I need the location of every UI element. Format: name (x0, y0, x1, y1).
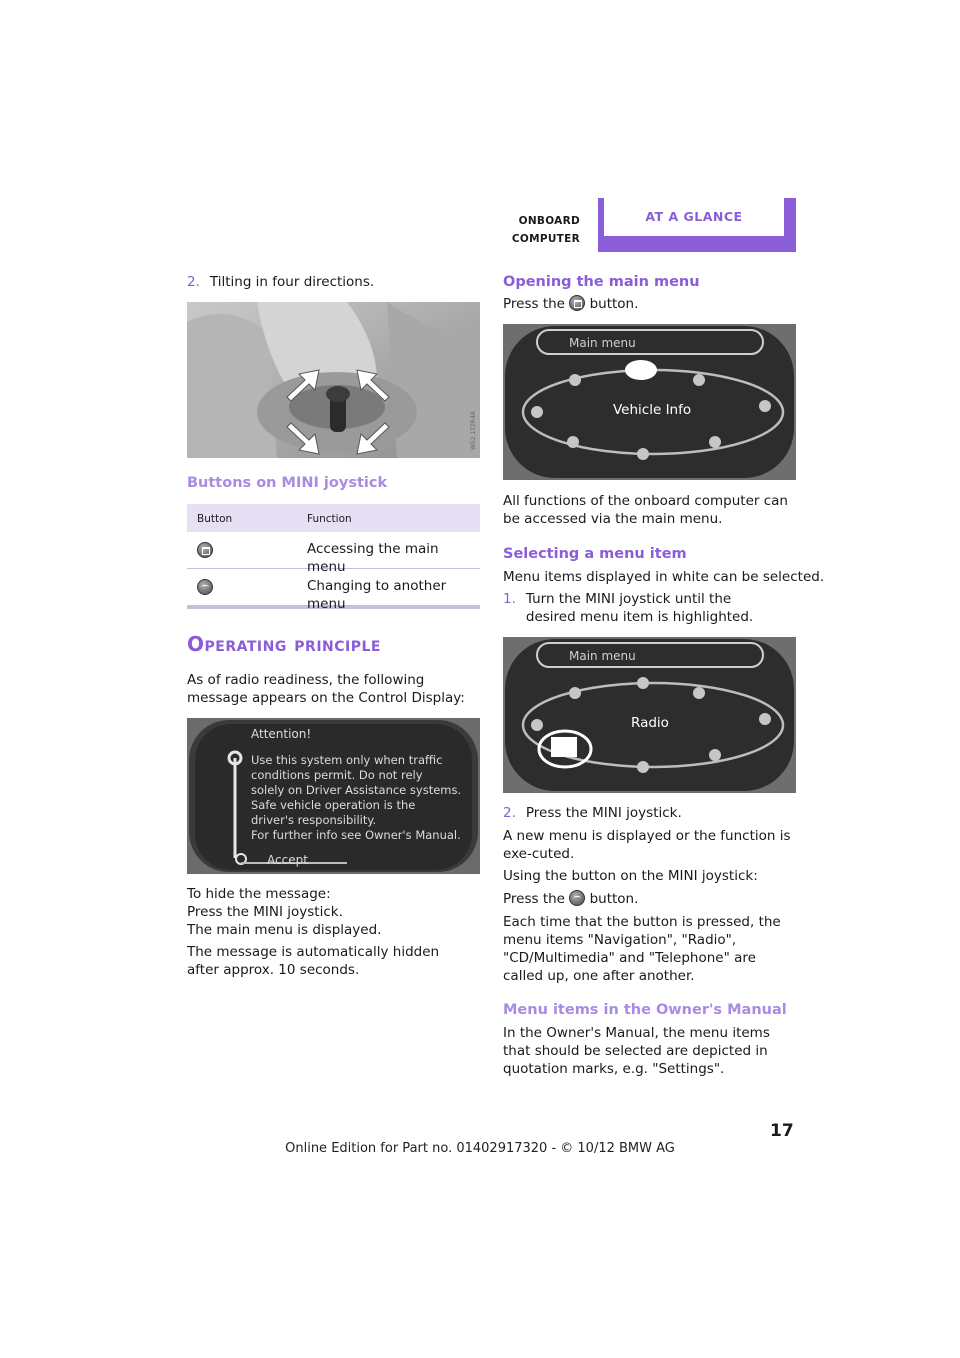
hide-line: Press the MINI joystick. (187, 904, 343, 920)
each-time-paragraph: Each time that the button is pressed, the menu items "Navigation", "Radio", "CD/Multimedia" and "Telephone" are called up, one after another. (503, 914, 781, 984)
auto-hide-paragraph: The message is automatically hidden after approx. 10 seconds. (187, 944, 440, 978)
chapter-tab (598, 198, 796, 252)
attention-screen-figure (187, 718, 480, 874)
hide-line: To hide the message: (187, 886, 331, 902)
attention-line: conditions permit. Do not rely (251, 768, 423, 782)
edition-note: Online Edition for Part no. 01402917320 - © 10/12 BMW AG (285, 1141, 675, 1156)
attention-line: Use this system only when traffic (251, 753, 443, 767)
running-header-section: ONBOARD COMPUTER (511, 215, 580, 245)
operating-principle-heading: Operating principle (187, 632, 381, 656)
hide-line: The main menu is displayed. (187, 922, 382, 938)
selecting-menu-item-heading: Selecting a menu item (503, 546, 687, 562)
figure-code: WS2 1T2R4A (470, 411, 477, 450)
screen1-title: Main menu (569, 336, 636, 350)
col-function: Function (307, 513, 352, 525)
all-functions-paragraph: All functions of the onboard computer can be accessed via the main menu. (503, 493, 788, 527)
screen1-label: Vehicle Info (613, 402, 692, 418)
attention-line: driver's responsibility. (251, 813, 377, 827)
table-row (187, 569, 480, 612)
screen2-label: Radio (631, 715, 669, 731)
attention-line: solely on Driver Assistance systems. (251, 783, 462, 797)
buttons-heading: Buttons on MINI joystick (187, 475, 388, 491)
main-menu-screen-2 (503, 637, 796, 793)
manual-paragraph: In the Owner's Manual, the menu items that should be selected are depicted in quotation marks, e.g. "Settings". (503, 1025, 770, 1077)
main-menu-screen-1 (503, 324, 796, 480)
page-number: 17 (770, 1121, 794, 1141)
press-home-line: Press the button. (503, 296, 639, 312)
row-function: Changing to another menu (307, 578, 447, 612)
select-paragraph: Menu items displayed in white can be selected. (503, 569, 825, 585)
home-button-icon (197, 542, 213, 560)
table-header (187, 504, 480, 532)
attention-line: Safe vehicle operation is the (251, 798, 416, 812)
screen2-title: Main menu (569, 649, 636, 663)
op-paragraph: As of radio readiness, the following message appears on the Control Display: (187, 672, 465, 706)
using-paragraph: Using the button on the MINI joystick: (503, 868, 758, 884)
row-function: Accessing the main menu (307, 541, 439, 575)
home-button-icon (569, 295, 585, 311)
step-number: 2. (187, 274, 200, 290)
menu-items-manual-heading: Menu items in the Owner's Manual (503, 1002, 787, 1018)
step-1-turn: 1. Turn the MINI joystick until the desired menu item is highlighted. (503, 591, 754, 625)
step-2-press: 2. Press the MINI joystick. (503, 805, 682, 821)
accept-label: Accept (267, 853, 308, 867)
press-change-line: Press the button. (503, 891, 639, 907)
change-button-icon (197, 579, 213, 597)
table-row (187, 532, 480, 575)
attention-line: For further info see Owner's Manual. (251, 828, 461, 842)
buttons-table (187, 504, 480, 612)
col-button: Button (197, 513, 233, 525)
new-menu-paragraph: A new menu is displayed or the function is exe-cuted. (503, 828, 791, 862)
attention-title: Attention! (251, 727, 312, 741)
joystick-figure (187, 302, 480, 458)
step-text: Tilting in four directions. (209, 274, 375, 290)
chapter-tab-label: AT A GLANCE (645, 209, 743, 224)
change-button-icon (569, 890, 585, 906)
opening-main-menu-heading: Opening the main menu (503, 274, 700, 290)
step-2-tilt (187, 273, 374, 291)
